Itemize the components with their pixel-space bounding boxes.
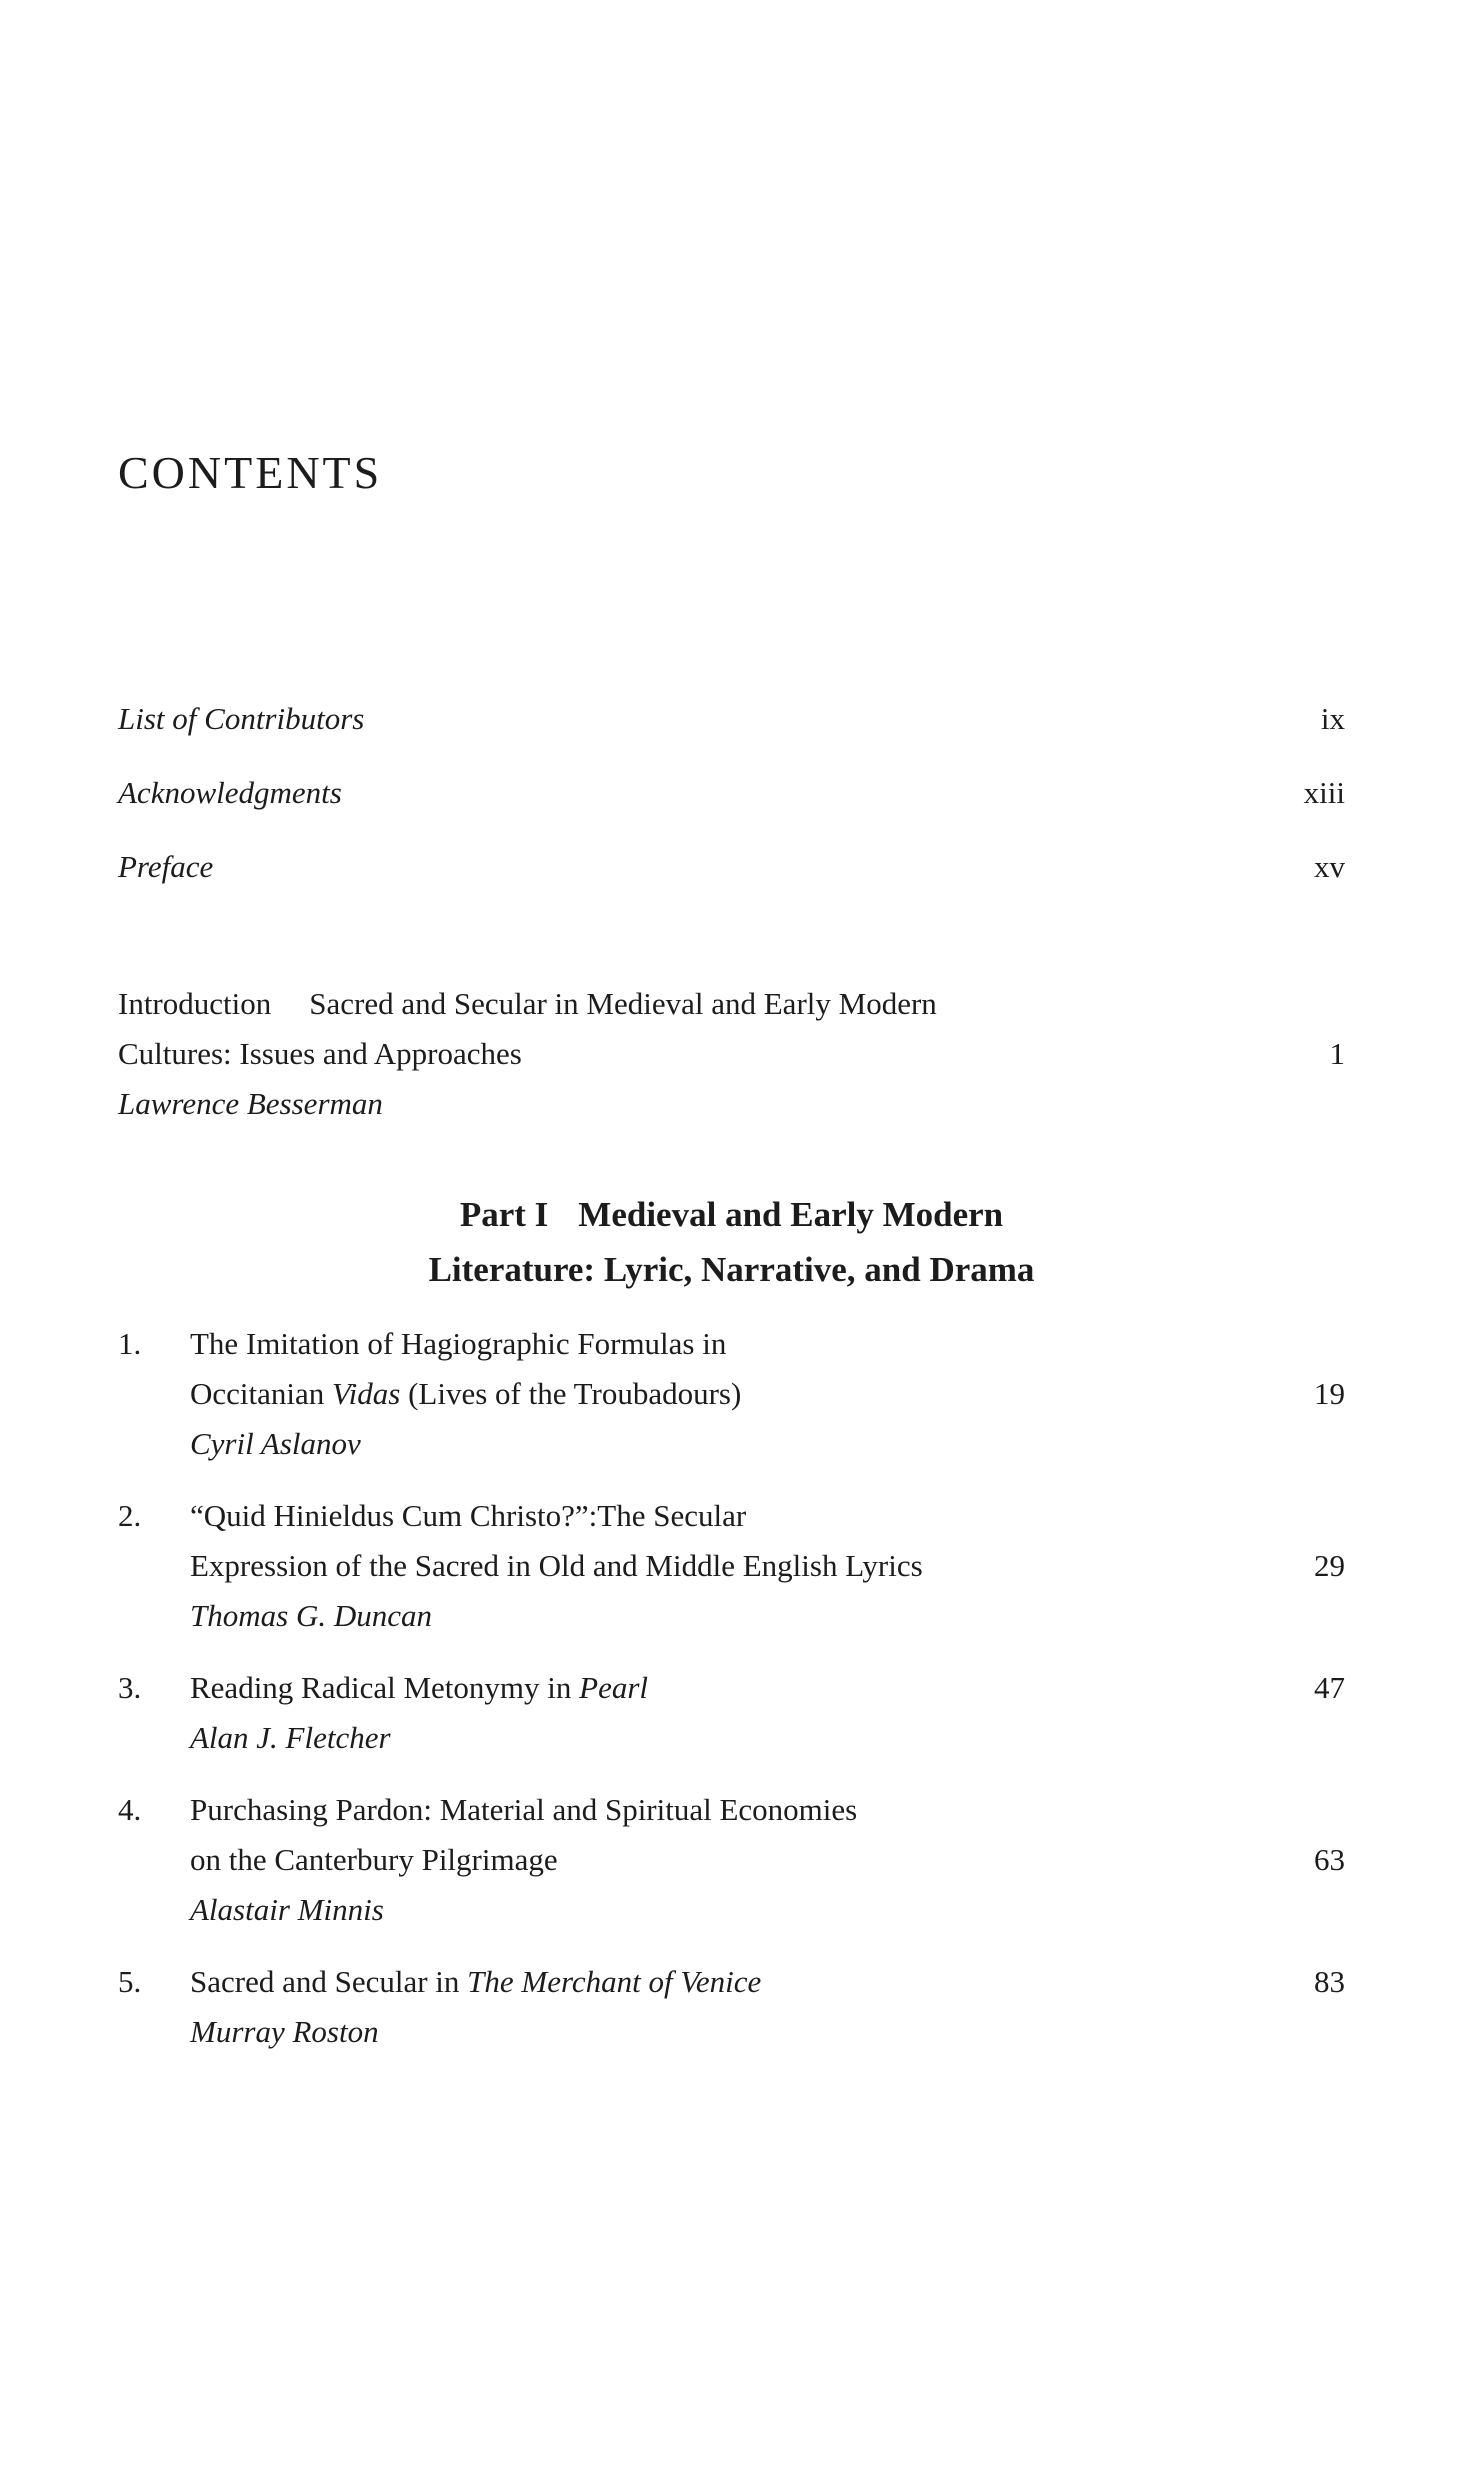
entry-author: Alan J. Fletcher <box>190 1720 391 1755</box>
entry-title-line <box>190 1369 1345 1419</box>
toc-entry <box>118 1319 1345 1469</box>
toc-entry <box>118 1491 1345 1641</box>
entry-title-line <box>190 1491 1345 1541</box>
entry-title-line <box>190 1835 1345 1885</box>
front-matter-label: Acknowledgments <box>118 775 342 810</box>
introduction-author: Lawrence Besserman <box>118 1086 383 1121</box>
entry-page-number: 63 <box>1314 1842 1345 1877</box>
entry-number: 1. <box>118 1326 142 1361</box>
toc-entry <box>118 1957 1345 2057</box>
entry-title-line <box>190 1663 1345 1713</box>
entry-title-text: The Imitation of Hagiographic Formulas in <box>190 1326 727 1361</box>
entry-number: 5. <box>118 1964 142 1999</box>
front-matter-row <box>118 773 1345 813</box>
introduction-label: Introduction <box>118 986 272 1021</box>
entry-page-number: 29 <box>1314 1548 1345 1583</box>
entry-author: Thomas G. Duncan <box>190 1598 432 1633</box>
entry-page-number: 47 <box>1314 1670 1345 1705</box>
entry-title-line <box>190 1541 1345 1591</box>
entry-number: 4. <box>118 1792 142 1827</box>
part-label: Part I <box>459 1195 549 1234</box>
entry-title-text: on the Canterbury Pilgrimage <box>190 1842 558 1877</box>
entry-title-text: Purchasing Pardon: Material and Spiritual Economies <box>190 1792 858 1827</box>
part-heading-line: Literature: Lyric, Narrative, and Drama <box>428 1250 1035 1289</box>
entry-number: 2. <box>118 1498 142 1533</box>
front-matter-label: List of Contributors <box>118 701 365 736</box>
entry-author: Murray Roston <box>190 2014 379 2049</box>
front-matter-label: Preface <box>118 849 214 884</box>
page-title: CONTENTS <box>118 447 383 498</box>
entry-number: 3. <box>118 1670 142 1705</box>
introduction-title-text: Sacred and Secular in Medieval and Early Modern <box>309 986 937 1021</box>
front-matter-page-number: xv <box>1314 849 1345 884</box>
introduction-title-line <box>118 979 1345 1029</box>
entry-page-number: 19 <box>1314 1376 1345 1411</box>
introduction-title-line <box>118 1029 1345 1079</box>
introduction-page-number: 1 <box>1329 1036 1345 1071</box>
introduction-title-text: Cultures: Issues and Approaches <box>118 1036 522 1071</box>
front-matter-page-number: xiii <box>1303 775 1345 810</box>
entry-page-number: 83 <box>1314 1964 1345 1999</box>
entry-title-text: “Quid Hinieldus Cum Christo?”:The Secular <box>190 1498 747 1533</box>
entry-author: Cyril Aslanov <box>190 1426 361 1461</box>
front-matter-page-number: ix <box>1320 701 1345 736</box>
part-heading <box>118 1187 1345 1297</box>
front-matter-row <box>118 847 1345 887</box>
front-matter-list <box>118 699 1345 887</box>
toc-content <box>118 0 1345 2079</box>
entry-title-text: Reading Radical Metonymy in Pearl <box>190 1670 649 1705</box>
part-heading-text: Medieval and Early Modern <box>578 1195 1004 1234</box>
introduction-entry <box>118 979 1345 1129</box>
entry-title-text: Occitanian Vidas (Lives of the Troubadours) <box>190 1376 742 1411</box>
entry-title-text: Sacred and Secular in The Merchant of Venice <box>190 1964 762 1999</box>
toc-entry <box>118 1785 1345 1935</box>
entry-title-line <box>190 1957 1345 2007</box>
entry-title-line <box>190 1319 1345 1369</box>
entry-author: Alastair Minnis <box>190 1892 384 1927</box>
entry-title-line <box>190 1785 1345 1835</box>
front-matter-row <box>118 699 1345 739</box>
part-heading-line <box>118 1187 1345 1242</box>
chapter-entries <box>118 1319 1345 2057</box>
entry-title-text: Expression of the Sacred in Old and Middle English Lyrics <box>190 1548 923 1583</box>
toc-entry <box>118 1663 1345 1763</box>
